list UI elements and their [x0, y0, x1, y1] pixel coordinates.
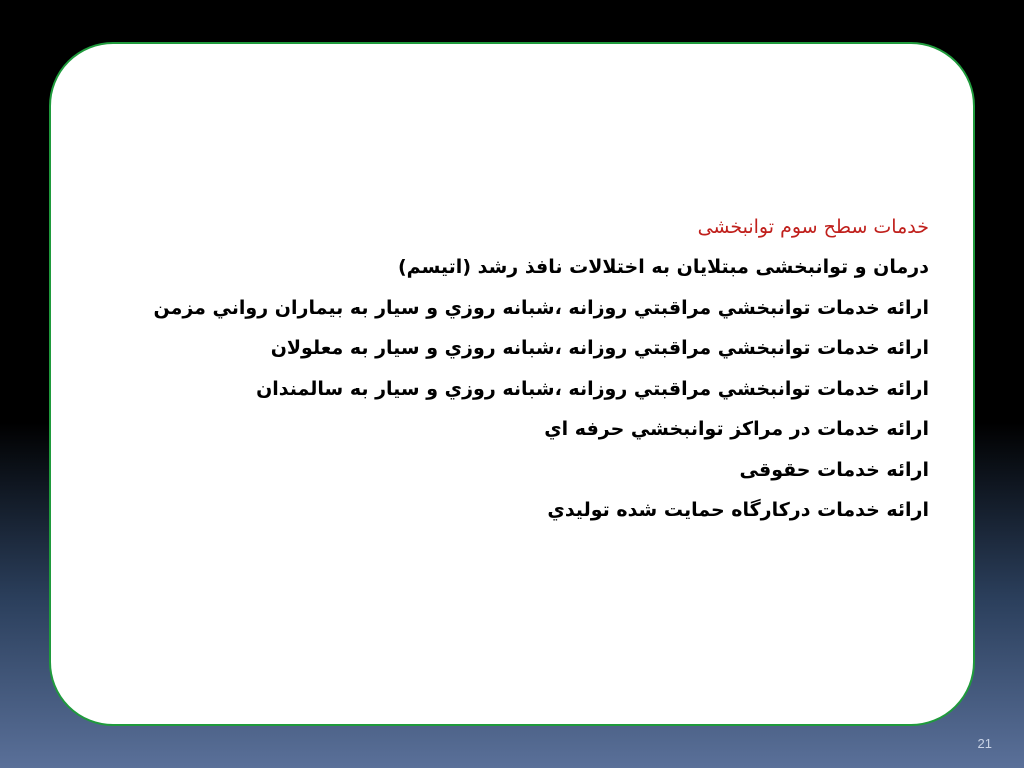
slide-heading: خدمات سطح سوم توانبخشی — [697, 216, 929, 238]
list-item: ارائه خدمات در مراكز توانبخشي حرفه اي — [544, 418, 929, 440]
list-item: ارائه خدمات توانبخشي مراقبتي روزانه ،شبانه روزي و سيار به سالمندان — [256, 377, 929, 400]
list-item: ارائه خدمات توانبخشي مراقبتي روزانه ،شبانه روزي و سيار به معلولان — [270, 337, 929, 359]
page-number: 21 — [977, 736, 992, 751]
slide-card — [49, 42, 975, 726]
list-item: ارائه خدمات توانبخشي مراقبتي روزانه ،شبانه روزي و سيار به بيماران رواني مزمن — [153, 296, 929, 319]
list-item: درمان و توانبخشی مبتلایان به اختلالات نافذ رشد (اتیسم) — [398, 256, 929, 278]
slide-content — [109, 207, 929, 531]
list-item: ارائه خدمات حقوقی — [739, 458, 929, 481]
list-item: ارائه خدمات دركارگاه حمايت شده توليدي — [547, 499, 929, 521]
